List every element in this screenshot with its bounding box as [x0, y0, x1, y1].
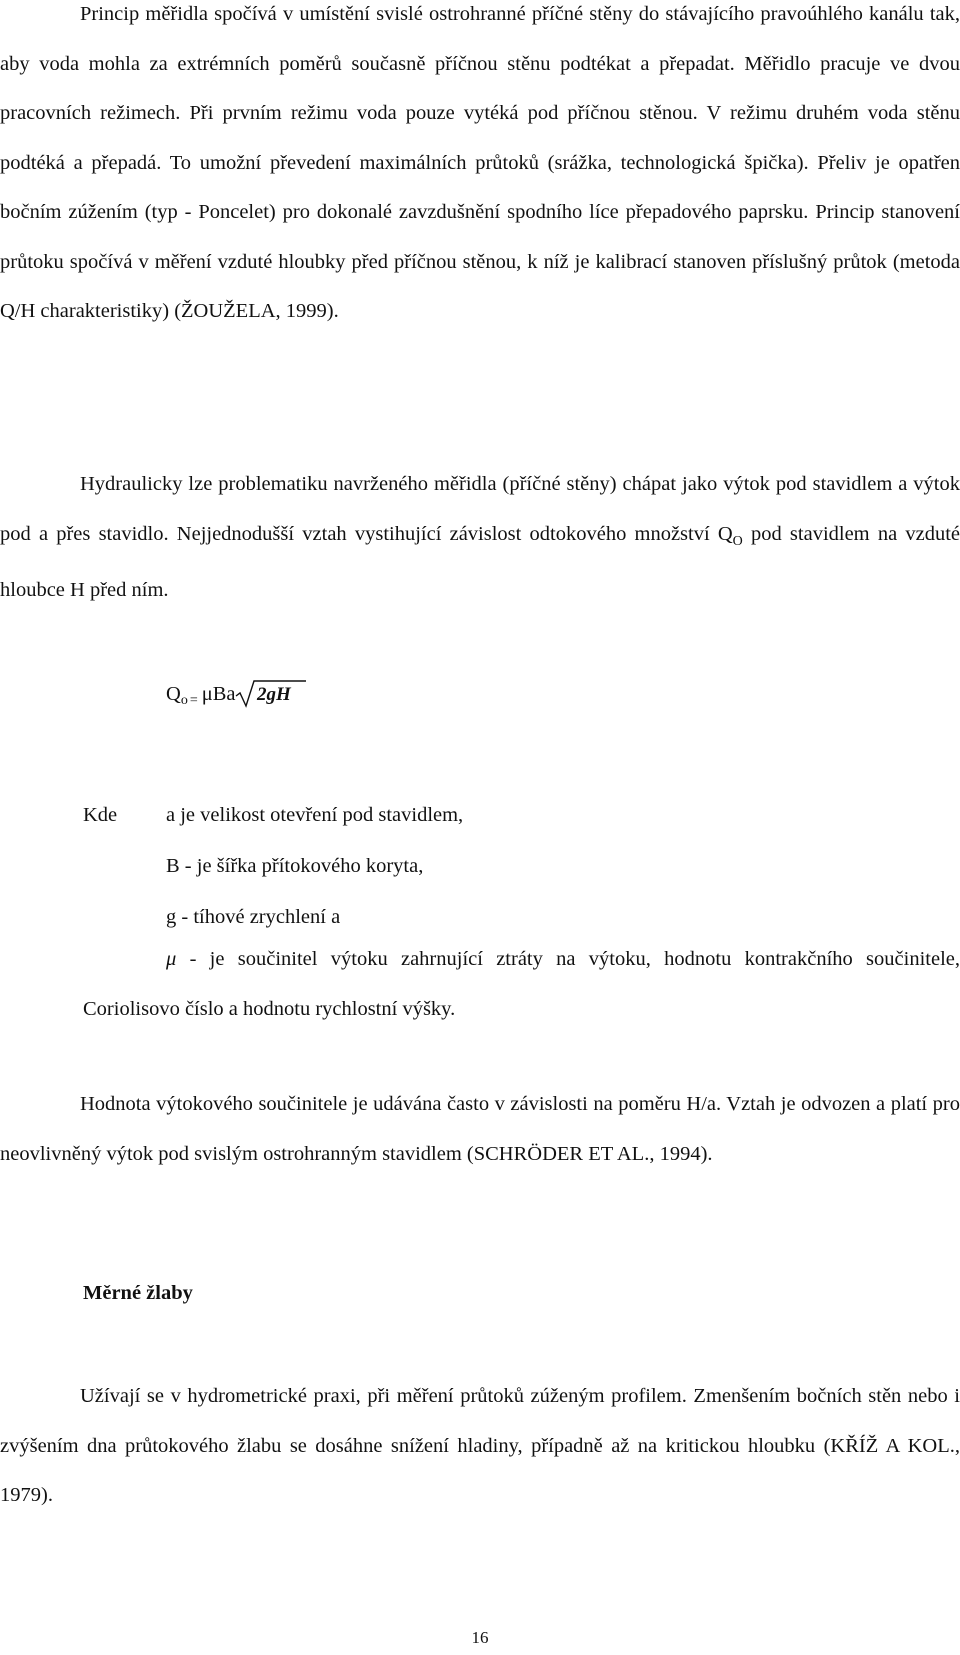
paragraph-1 — [0, 0, 960, 337]
paragraph-4 — [0, 1372, 960, 1521]
definition-label-kde: Kde — [83, 804, 118, 826]
formula-equals: = — [189, 693, 198, 708]
definition-b: B - je šířka přítokového koryta, — [166, 855, 424, 877]
mu-symbol: μ — [166, 948, 177, 970]
page-number: 16 — [471, 1628, 489, 1647]
definition-mu — [83, 935, 960, 1034]
formula-lhs: Q — [166, 683, 181, 705]
paragraph-2-text: Hydraulicky lze problematiku navrženého měřidla (příčné stěny) chápat jako výtok pod stavidlem a výtok pod a přes stavidlo. Nejjednodušší vztah vystihující závislost odtokového množství Q — [0, 473, 960, 545]
paragraph-2-tail: pod stavidlem na vzduté hloubce H před ním. — [0, 522, 960, 602]
section-heading: Měrné žlaby — [83, 1282, 193, 1304]
definition-g: g - tíhové zrychlení a — [166, 906, 341, 928]
formula-radicand: 2gH — [257, 684, 292, 705]
definition-a: a je velikost otevření pod stavidlem, — [166, 804, 464, 826]
formula-rhs: μBa — [201, 683, 236, 705]
paragraph-1-text: stávajícího pravoúhlého kanálu tak, aby voda mohla za extrémních poměrů současně příčnou stěnu podtékat a přepadat. Měřidlo pracuje ve dvou pracovních režimech. Při prvním režimu voda pouze vytéká pod příčnou stěnou. V režimu druhém voda stěnu podtéká a přepadá. To umožní převedení maximálních průtoků (srážka, technologická špička). Přeliv je opatřen bočním zúžením (typ - Poncelet) pro dokonalé zavzdušnění spodního líce přepadového paprsku. Princip stanovení průtoku spočívá v měření vzduté hloubky před příčnou stěnou, k níž je kalibrací stanoven příslušný průtok (metoda Q/H charakteristiky) (ŽOUŽELA, 1999). — [0, 3, 960, 322]
square-root-icon — [235, 678, 307, 708]
paragraph-3 — [0, 1080, 960, 1179]
paragraph-1-first-line: Princip měřidla spočívá v umístění svislé ostrohranné příčné stěny do — [80, 3, 660, 25]
paragraph-2-subscript: O — [732, 533, 743, 549]
definition-mu-text: - je součinitel výtoku zahrnující ztráty na výtoku, hodnotu kontrakčního součinitele, Coriolisovo číslo a hodnotu rychlostní výšky. — [83, 948, 960, 1020]
paragraph-2 — [0, 460, 960, 616]
formula — [166, 678, 307, 709]
paragraph-3-text: Hodnota výtokového součinitele je udávána často v závislosti na poměru H/a. Vztah je odvozen a platí pro neovlivněný výtok pod svislým ostrohranným stavidlem (SCHRÖDER ET AL., 1994). — [0, 1093, 960, 1165]
paragraph-4-text: Užívají se v hydrometrické praxi, při měření průtoků zúženým profilem. Zmenšením bočních stěn nebo i zvýšením dna průtokového žlabu se dosáhne snížení hladiny, případně až na kritickou hloubku (KŘÍŽ A KOL., 1979). — [0, 1385, 960, 1506]
formula-lhs-subscript: o — [180, 693, 188, 708]
